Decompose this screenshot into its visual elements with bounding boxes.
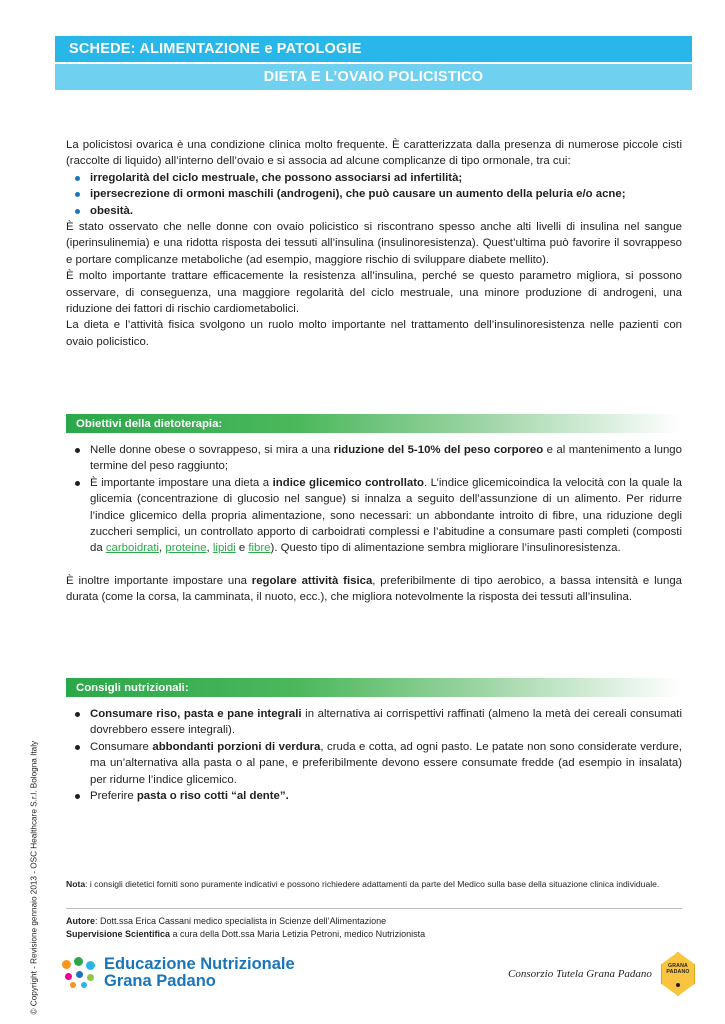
page-title: SCHEDE: ALIMENTAZIONE e PATOLOGIE <box>69 41 362 57</box>
link-fibre[interactable]: fibre <box>248 542 271 555</box>
brand-line-1: Educazione Nutrizionale <box>104 955 295 973</box>
list-item <box>66 186 682 202</box>
obiettivi-bullet-list <box>66 442 682 557</box>
intro-bullet-2: ipersecrezione di ormoni maschili (androgeni), che può causare un aumento della peluria e/o acne; <box>90 188 626 201</box>
obiettivi-b2-pre: È importante impostare una dieta a <box>90 476 273 489</box>
sep-2: , <box>206 542 213 555</box>
consigli-b2-pre: Consumare <box>90 740 153 753</box>
intro-paragraph-2: È stato osservato che nelle donne con ovaio policistico si riscontrano spesso anche alti livelli di insulina nel sangue (iperinsulinemia) e una ridotta risposta dei tessuti all’insulina (insulinoresistenza). Quest’ultima può favorire il sovrappeso e portare complicanze metaboliche (ad esempio, maggiore rischio di sviluppare diabete mellito). <box>66 221 682 266</box>
obiettivi-b2-tail: ). Questo tipo di alimentazione sembra migliorare l’insulinoresistenza. <box>270 542 621 555</box>
brand-logo-text <box>104 956 295 990</box>
intro-bullet-1: irregolarità del ciclo mestruale, che possono associarsi ad infertilità; <box>90 171 463 184</box>
closing-bold: regolare attività fisica <box>251 574 373 587</box>
link-carboidrati[interactable]: carboidrati <box>105 542 160 555</box>
list-item <box>66 203 682 219</box>
obiettivi-b1-bold: riduzione del 5-10% del peso corporeo <box>333 444 544 456</box>
list-item <box>66 442 682 475</box>
note-label: Nota <box>66 879 86 889</box>
section-consigli-banner <box>66 678 682 697</box>
intro-bullet-list <box>66 170 682 219</box>
sep-1: , <box>159 542 166 555</box>
section-obiettivi <box>66 414 682 606</box>
obiettivi-b2-bold: indice glicemico controllato <box>272 476 424 489</box>
brand-logo <box>62 956 295 990</box>
consorzio-text: Consorzio Tutela Grana Padano <box>508 968 652 980</box>
badge-line-1: GRANA <box>667 963 689 969</box>
sep-3: e <box>235 542 249 555</box>
list-item <box>66 170 682 186</box>
list-item <box>66 706 682 739</box>
supervision-line <box>66 928 682 941</box>
author-line <box>66 915 682 928</box>
consigli-b1-bold: Consumare riso, pasta e pane integrali <box>90 708 302 720</box>
intro-paragraph-3: È molto importante trattare efficacemente la resistenza all’insulina, perché se questo parametro migliora, si possono osservare, di conseguenza, una maggiore regolarità del ciclo mestruale, una minore produzione di androgeni, una riduzione dei fattori di rischio cardiometabolici. <box>66 270 682 316</box>
closing-post: , preferibilmente di tipo aerobico, a bassa intensità e lunga durata (come la corsa, la camminata, il nuoto, ecc.), che migliora notevolmente la risposta dei tessuti all’insulina. <box>66 574 682 604</box>
section-obiettivi-body <box>66 442 682 606</box>
section-consigli-body <box>66 706 682 804</box>
footer-divider <box>66 908 682 909</box>
link-proteine[interactable]: proteine <box>165 542 207 555</box>
section-consigli-title: Consigli nutrizionali: <box>76 681 189 694</box>
consigli-b1-post: in alternativa ai corrispettivi raffinati (almeno la metà dei cereali consumati dovrebbero essere integrali). <box>90 708 682 737</box>
obiettivi-b1-pre: Nelle donne obese o sovrappeso, si mira a una <box>90 444 334 456</box>
author-text: : Dott.ssa Erica Cassani medico specialista in Scienze dell’Alimentazione <box>95 916 387 926</box>
consigli-b2-post: , cruda e cotta, ad ogni pasto. Le patate non sono considerate verdure, ma un’alternativa alla pasta o al pane, e preferibilmente devono essere consumate fredde (ad esempio in insalata) per ridurne l’indice glicemico. <box>90 740 682 786</box>
note-text: : i consigli dietetici forniti sono puramente indicativi e possono richiedere adattamenti da parte del Medico sulla base della situazione clinica individuale. <box>85 879 660 889</box>
obiettivi-b1-post: e al mantenimento a lungo termine del peso raggiunto; <box>90 444 682 473</box>
supervision-label: Supervisione Scientifica <box>66 929 171 939</box>
badge-line-2: PADANO <box>666 969 690 975</box>
author-label: Autore <box>66 916 95 926</box>
list-item <box>66 475 682 557</box>
header-secondary-bar <box>55 64 692 90</box>
section-obiettivi-title: Obiettivi della dietoterapia: <box>76 417 223 430</box>
brand-line-2: Grana Padano <box>104 972 216 990</box>
header-primary-bar <box>55 36 692 62</box>
supervision-text: a cura della Dott.ssa Maria Letizia Petroni, medico Nutrizionista <box>170 929 426 939</box>
list-item <box>66 788 682 804</box>
obiettivi-closing-paragraph <box>66 573 682 606</box>
grana-padano-badge-icon <box>661 952 695 996</box>
intro-paragraph-1: La policistosi ovarica è una condizione clinica molto frequente. È caratterizzata dalla presenza di numerose piccole cisti (raccolte di liquido) all’interno dell’ovaio e si associa ad alcune complicanze di tipo ormonale, tra cui: <box>66 139 682 168</box>
page-subtitle: DIETA E L’OVAIO POLICISTICO <box>263 69 484 85</box>
consigli-bullet-list <box>66 706 682 804</box>
section-obiettivi-banner <box>66 414 682 433</box>
closing-pre: È inoltre importante impostare una <box>66 574 252 587</box>
section-consigli <box>66 678 682 804</box>
link-lipidi[interactable]: lipidi <box>212 542 236 555</box>
consigli-b3-bold: pasta o riso cotti “al dente”. <box>136 790 289 803</box>
intro-section <box>66 137 682 350</box>
list-item <box>66 739 682 788</box>
obiettivi-b2-post: . L’indice glicemicoindica la velocità con la quale la glicemia (concentrazione di glucosio nel sangue) si innalza a seguito dell’assunzione di un alimento. Per ridurre l’indice glicemico della propria alimentazione, sono necessari: un abbondante introito di fibre, una riduzione degli zuccheri semplici, un controllato apporto di carboidrati complessi e l’abitudine a consumare pasti completi (composti da <box>90 476 682 555</box>
copyright-vertical: © Copyright - Revisione gennaio 2013 - OSC Healthcare S.r.l. Bologna Italy <box>29 740 39 1015</box>
note-block <box>66 878 682 891</box>
dots-logo-icon <box>62 957 96 989</box>
consigli-b3-pre: Preferire <box>90 790 137 803</box>
authors-block <box>66 915 682 941</box>
intro-paragraph-4: La dieta e l’attività fisica svolgono un ruolo molto importante nel trattamento dell’insulinoresistenza nelle pazienti con ovaio policistico. <box>66 319 682 348</box>
document-header <box>55 36 692 90</box>
intro-bullet-3: obesità. <box>90 204 134 217</box>
consigli-b2-bold: abbondanti porzioni di verdura <box>152 740 321 753</box>
